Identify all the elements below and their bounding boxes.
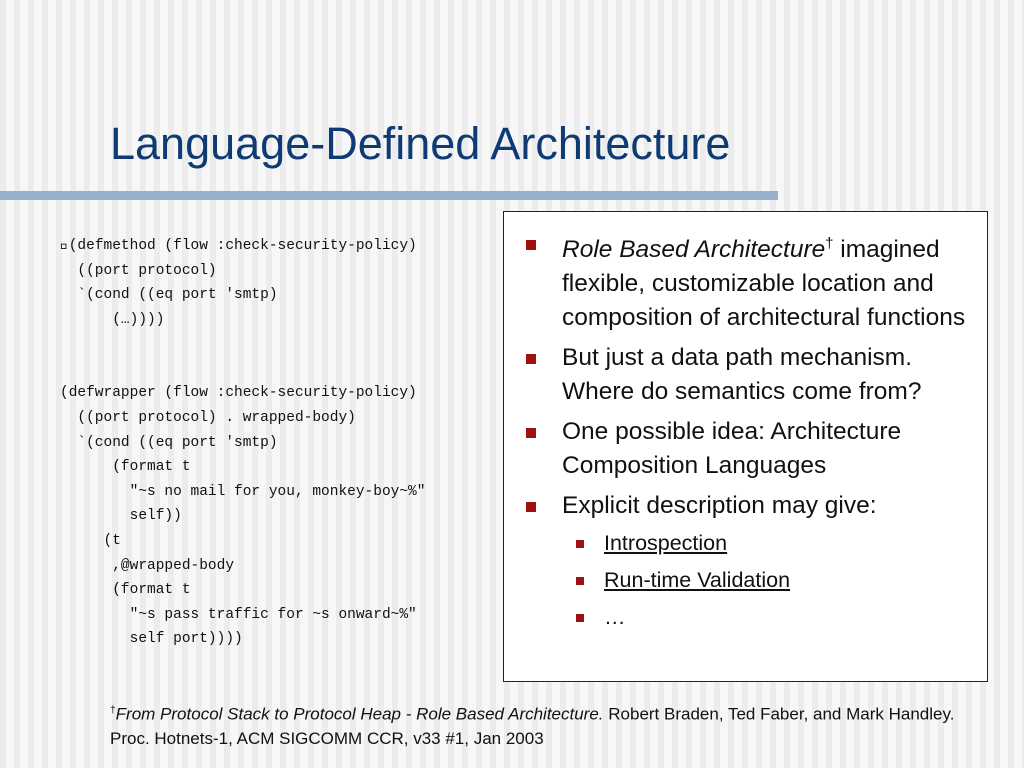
sub-bullet-item <box>562 599 981 636</box>
title-rule <box>0 191 778 200</box>
runtime-validation-link[interactable]: Run-time Validation <box>604 568 791 593</box>
square-bullet-icon <box>526 354 536 364</box>
footnote <box>110 699 990 751</box>
square-bullet-icon <box>526 428 536 438</box>
code-line: ((port protocol) . wrapped-body) <box>60 409 356 426</box>
code-line: (…)))) <box>60 311 165 328</box>
code-line: `(cond ((eq port 'smtp) <box>60 434 278 451</box>
code-line: ((port protocol) <box>60 262 217 279</box>
code-line: (format t <box>60 582 191 599</box>
introspection-link[interactable]: Introspection <box>604 531 728 556</box>
bullet-box <box>503 211 988 682</box>
code-block <box>60 234 500 652</box>
code-line: "~s pass traffic for ~s onward~%" <box>60 606 417 623</box>
slide-title: Language-Defined Architecture <box>110 118 731 169</box>
square-bullet-icon <box>526 240 536 250</box>
bullet-item <box>526 415 981 483</box>
square-bullet-icon <box>526 502 536 512</box>
footnote-dagger: † <box>110 705 116 716</box>
dagger-marker: † <box>825 236 834 252</box>
footnote-citation: Robert Braden, Ted Faber, and Mark Handley. Proc. Hotnets-1, ACM SIGCOMM CCR, v33 #1, Jan 2003 <box>110 704 955 748</box>
code-gap <box>60 332 500 381</box>
code-line: "~s no mail for you, monkey-boy~%" <box>60 483 426 500</box>
bullet-text: One possible idea: Architecture Composition Languages <box>562 418 902 480</box>
code-line: (format t <box>60 459 191 476</box>
bullet-text: Explicit description may give: <box>562 492 877 520</box>
code-line: (t <box>60 532 121 549</box>
bullet-item <box>526 227 981 335</box>
footnote-title: From Protocol Stack to Protocol Heap - Role Based Architecture. <box>115 704 604 724</box>
square-bullet-icon <box>576 540 584 548</box>
code-line: self)) <box>60 508 182 525</box>
ellipsis-text: … <box>604 605 626 630</box>
bullet-item <box>526 489 981 636</box>
code-line: (defwrapper (flow :check-security-policy) <box>60 385 417 402</box>
bullet-text: imagined flexible, customizable location and composition of architectural functions <box>562 236 966 332</box>
bullet-item <box>526 341 981 409</box>
code-line: self port)))) <box>60 631 243 648</box>
sub-bullet-list <box>562 525 981 636</box>
bullet-emphasis: Role Based Architecture <box>562 236 826 264</box>
bullet-text: But just a data path mechanism. Where do semantics come from? <box>562 344 922 406</box>
square-bullet-icon <box>576 577 584 585</box>
bullet-list <box>526 227 981 642</box>
code-line: `(cond ((eq port 'smtp) <box>60 287 278 304</box>
sub-bullet-item <box>562 525 981 562</box>
square-bullet-icon <box>576 614 584 622</box>
code-line:  (defmethod (flow :check-security-policy) <box>60 238 417 254</box>
defmethod-code <box>60 234 500 332</box>
code-line: ,@wrapped-body <box>60 557 235 574</box>
defwrapper-code <box>60 381 500 652</box>
sub-bullet-item <box>562 562 981 599</box>
